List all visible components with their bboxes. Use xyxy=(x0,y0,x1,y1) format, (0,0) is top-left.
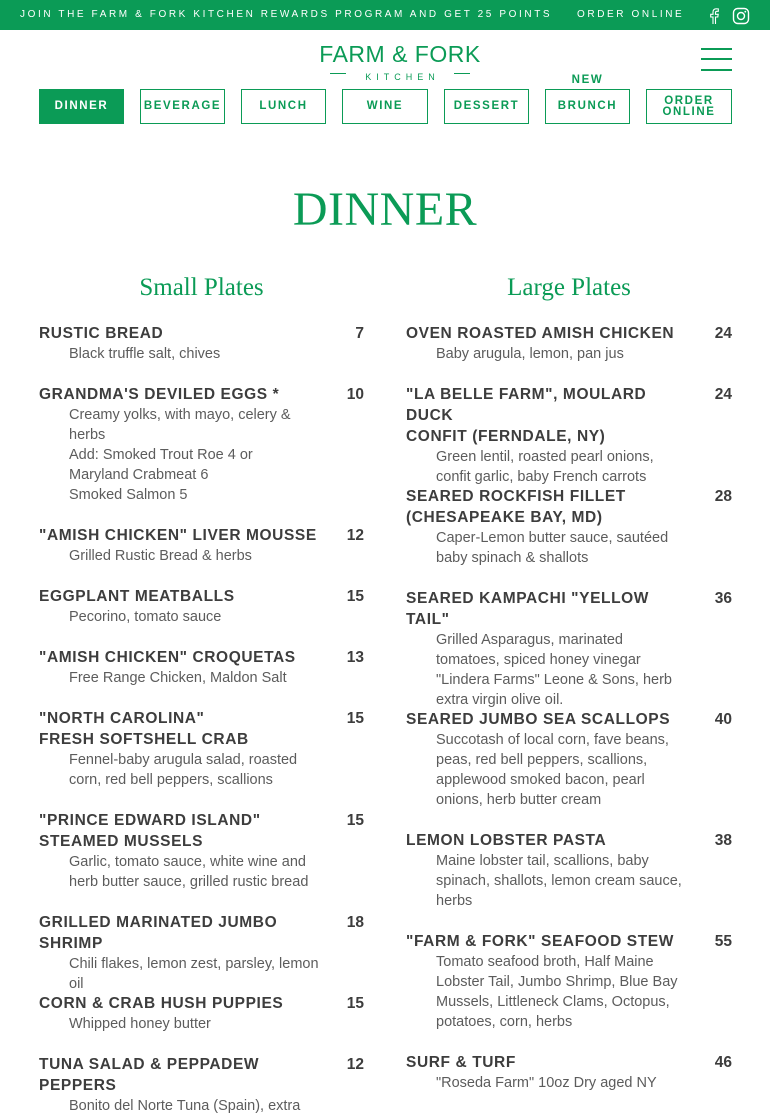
menu-item-description-line: herbs xyxy=(436,893,473,909)
menu-item xyxy=(39,647,364,688)
menu-item-description xyxy=(39,750,364,790)
menu-item-name: "AMISH CHICKEN" CROQUETAS xyxy=(39,649,296,666)
tab-brunch[interactable]: BRUNCH xyxy=(545,89,630,124)
menu-item-description xyxy=(39,546,364,566)
menu-item-price: 12 xyxy=(346,527,364,544)
menu-item-description-line: corn, red bell peppers, scallions xyxy=(69,772,273,788)
new-badge: NEW xyxy=(571,74,604,86)
menu-item-name: SEARED KAMPACHI "YELLOW TAIL" xyxy=(406,590,650,628)
menu-item-description-line: Lobster Tail, Jumbo Shrimp, Blue Bay xyxy=(436,974,678,990)
menu-item xyxy=(39,810,364,892)
menu-item xyxy=(406,709,732,810)
tab-order-online[interactable]: ORDER ONLINE xyxy=(646,89,732,124)
menu-item-description xyxy=(39,668,364,688)
menu-item-description xyxy=(406,952,732,1032)
menu-item-description-line: confit garlic, baby French carrots xyxy=(436,469,647,485)
menu-item-description-line: Black truffle salt, chives xyxy=(69,346,221,362)
menu-item-name: TUNA SALAD & PEPPADEW PEPPERS xyxy=(39,1056,260,1094)
menu-item-price: 13 xyxy=(346,649,364,666)
menu-item-description xyxy=(406,447,732,487)
menu-item-name: "PRINCE EDWARD ISLAND" STEAMED MUSSELS xyxy=(39,812,261,850)
menu-item-description-line: oil xyxy=(69,976,84,992)
menu-item-name: "AMISH CHICKEN" LIVER MOUSSE xyxy=(39,527,317,544)
menu-item-description-line: Whipped honey butter xyxy=(69,1016,211,1032)
menu-item-description-line: onions, herb butter cream xyxy=(436,792,602,808)
menu-item-description-line: Maine lobster tail, scallions, baby xyxy=(436,853,649,869)
menu-item-description xyxy=(406,730,732,810)
menu-item xyxy=(406,588,732,710)
menu-item-description-line: potatoes, corn, herbs xyxy=(436,1014,573,1030)
menu-item-name: "LA BELLE FARM", MOULARD DUCK CONFIT (FERNDALE, NY) xyxy=(406,386,647,445)
menu-item-description-line: spinach, shallots, lemon cream sauce, xyxy=(436,873,682,889)
tab-wine[interactable]: WINE xyxy=(342,89,428,124)
tab-lunch[interactable]: LUNCH xyxy=(241,89,326,124)
menu-item xyxy=(406,384,732,487)
menu-item-description xyxy=(39,852,364,892)
facebook-icon[interactable] xyxy=(706,7,722,25)
menu-item-name: EGGPLANT MEATBALLS xyxy=(39,588,235,605)
large-plates-title: Large Plates xyxy=(507,274,631,301)
brand-logo[interactable] xyxy=(300,41,500,82)
menu-item-name: CORN & CRAB HUSH PUPPIES xyxy=(39,995,284,1012)
menu-item-description-line: Pecorino, tomato sauce xyxy=(69,609,222,625)
menu-item-description xyxy=(406,528,732,568)
page-title: DINNER xyxy=(292,183,478,236)
menu-item-description-line: extra virgin olive oil. xyxy=(436,692,564,708)
menu-item-price: 38 xyxy=(714,832,732,849)
menu-item-description-line: Maryland Crabmeat 6 xyxy=(69,467,209,483)
menu-item xyxy=(406,830,732,911)
menu-item xyxy=(39,993,364,1034)
menu-item-name: GRANDMA'S DEVILED EGGS * xyxy=(39,386,280,403)
menu-item-description-line: Grilled Asparagus, marinated xyxy=(436,632,623,648)
tab-dinner[interactable]: DINNER xyxy=(39,89,124,124)
menu-item-price: 40 xyxy=(714,711,732,728)
menu-hamburger-icon[interactable] xyxy=(701,47,733,73)
menu-item-description-line: Mussels, Littleneck Clams, Octopus, xyxy=(436,994,670,1010)
menu-item-description-line: tomatoes, spiced honey vinegar xyxy=(436,652,641,668)
menu-item xyxy=(406,931,732,1032)
menu-item xyxy=(406,1052,732,1093)
menu-item-price: 15 xyxy=(346,710,364,727)
menu-item-description-line: herbs xyxy=(69,427,106,443)
instagram-icon[interactable] xyxy=(732,7,750,25)
logo-sub-text: KITCHEN xyxy=(365,72,440,82)
menu-item-description-line: Baby arugula, lemon, pan jus xyxy=(436,346,624,362)
rewards-promo-link[interactable]: JOIN THE FARM & FORK KITCHEN REWARDS PROGRAM AND GET 25 POINTS xyxy=(20,9,553,20)
menu-item xyxy=(39,912,364,994)
menu-item-description-line: Tomato seafood broth, Half Maine xyxy=(436,954,654,970)
menu-item-description-line: Smoked Salmon 5 xyxy=(69,487,188,503)
menu-item-price: 15 xyxy=(346,588,364,605)
logo-brand-text: FARM & FORK xyxy=(319,41,481,67)
menu-item-description-line: baby spinach & shallots xyxy=(436,550,589,566)
menu-item-name: "FARM & FORK" SEAFOOD STEW xyxy=(406,933,674,950)
menu-item-price: 28 xyxy=(714,488,732,505)
menu-item-description-line: Garlic, tomato sauce, white wine and xyxy=(69,854,306,870)
menu-item-description-line: Caper-Lemon butter sauce, sautéed xyxy=(436,530,669,546)
menu-item-price: 15 xyxy=(346,812,364,829)
menu-item-description-line: applewood smoked bacon, pearl xyxy=(436,772,645,788)
menu-item-description xyxy=(39,1014,364,1034)
menu-item-name: RUSTIC BREAD xyxy=(39,325,164,342)
menu-item xyxy=(39,323,364,364)
menu-item-description-line: "Lindera Farms" Leone & Sons, herb xyxy=(436,672,672,688)
menu-item xyxy=(406,486,732,568)
small-plates-title: Small Plates xyxy=(139,274,264,301)
menu-item xyxy=(39,525,364,566)
menu-item-price: 24 xyxy=(714,325,732,342)
menu-item-description xyxy=(39,405,364,505)
menu-item-name: "NORTH CAROLINA" FRESH SOFTSHELL CRAB xyxy=(39,710,249,748)
menu-item-price: 15 xyxy=(346,995,364,1012)
menu-item-price: 18 xyxy=(346,914,364,931)
menu-item-name: SEARED ROCKFISH FILLET (CHESAPEAKE BAY, MD) xyxy=(406,488,626,526)
menu-item xyxy=(39,1054,364,1116)
menu-item-description xyxy=(39,607,364,627)
menu-item-price: 12 xyxy=(346,1056,364,1073)
menu-item-price: 24 xyxy=(714,386,732,403)
order-online-link[interactable]: ORDER ONLINE xyxy=(577,9,685,20)
tab-dessert[interactable]: DESSERT xyxy=(444,89,529,124)
menu-item-description-line: Bonito del Norte Tuna (Spain), extra xyxy=(69,1098,301,1114)
menu-item-description-line: "Roseda Farm" 10oz Dry aged NY xyxy=(436,1075,657,1091)
menu-item-description xyxy=(39,344,364,364)
menu-item xyxy=(39,708,364,790)
menu-item-description xyxy=(406,851,732,911)
menu-item-name: GRILLED MARINATED JUMBO SHRIMP xyxy=(39,914,278,952)
menu-item xyxy=(39,586,364,627)
menu-item-price: 7 xyxy=(355,325,364,342)
menu-item-description-line: Grilled Rustic Bread & herbs xyxy=(69,548,252,564)
menu-item-description xyxy=(406,344,732,364)
logo-divider-right xyxy=(454,73,470,74)
menu-item-price: 55 xyxy=(714,933,732,950)
menu-item-description-line: Succotash of local corn, fave beans, xyxy=(436,732,669,748)
menu-item-name: LEMON LOBSTER PASTA xyxy=(406,832,607,849)
menu-item-description-line: peas, red bell peppers, scallions, xyxy=(436,752,648,768)
menu-item-description xyxy=(406,1073,732,1093)
tab-beverage[interactable]: BEVERAGE xyxy=(140,89,225,124)
menu-item xyxy=(406,323,732,364)
menu-item-description-line: Add: Smoked Trout Roe 4 or xyxy=(69,447,253,463)
menu-item-name: SURF & TURF xyxy=(406,1054,516,1071)
menu-item-description xyxy=(39,954,364,994)
menu-item-price: 10 xyxy=(346,386,364,403)
menu-item xyxy=(39,384,364,505)
menu-item-description-line: Fennel-baby arugula salad, roasted xyxy=(69,752,298,768)
menu-item-name: SEARED JUMBO SEA SCALLOPS xyxy=(406,711,671,728)
menu-item-description-line: Green lentil, roasted pearl onions, xyxy=(436,449,654,465)
logo-divider-left xyxy=(330,73,346,74)
menu-item-price: 36 xyxy=(714,590,732,607)
menu-item-description xyxy=(406,630,732,710)
menu-item-name: OVEN ROASTED AMISH CHICKEN xyxy=(406,325,675,342)
menu-item-description-line: Free Range Chicken, Maldon Salt xyxy=(69,670,287,686)
menu-item-description-line: Creamy yolks, with mayo, celery & xyxy=(69,407,291,423)
menu-item-description-line: herb butter sauce, grilled rustic bread xyxy=(69,874,309,890)
promo-banner xyxy=(0,0,770,30)
menu-item-description xyxy=(39,1096,364,1116)
menu-item-description-line: Chili flakes, lemon zest, parsley, lemon xyxy=(69,956,319,972)
menu-item-price: 46 xyxy=(714,1054,732,1071)
